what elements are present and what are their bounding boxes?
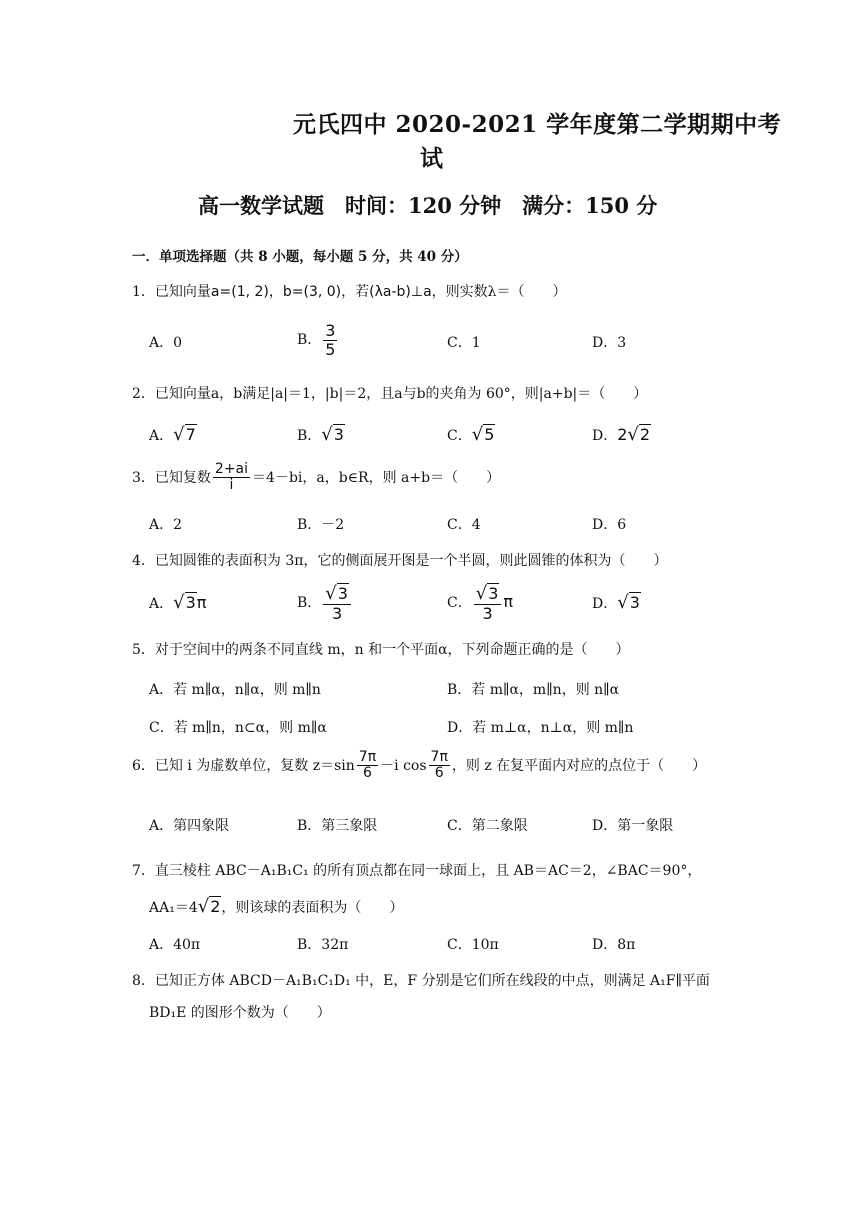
sqrt-symbol: √2 (197, 896, 221, 917)
exam-title-line2: 试 (420, 145, 444, 172)
q4-option-c-den: 3 (482, 603, 493, 623)
q4-option-b-radicand: 3 (337, 584, 348, 603)
q2-option-a (149, 424, 197, 445)
q4-option-d (592, 592, 641, 613)
q2-option-c-label: C． (447, 428, 472, 444)
q3-text-pre: 3．已知复数 (132, 469, 211, 486)
q1-condition: (λa-b)⊥a (369, 284, 432, 300)
q1-option-b-label: B． (297, 332, 322, 349)
q6-text-pre: 6．已知 i 为虚数单位，复数 z＝sin (132, 757, 355, 774)
q4-option-d-label: D． (592, 596, 618, 612)
q2-option-a-radicand: 7 (185, 425, 196, 444)
q1-text-pre: 1．已知向量 (132, 284, 211, 300)
q2-option-d-coef: 2 (617, 425, 628, 444)
q4-option-c-label: C． (447, 595, 472, 612)
q4-option-a-label: A． (149, 596, 174, 612)
q2-option-c-radicand: 5 (484, 425, 495, 444)
question-4: 4．已知圆锥的表面积为 3π，它的侧面展开图是一个半圆，则此圆锥的体积为（ ） (132, 553, 668, 569)
q4-option-b-den: 3 (332, 603, 343, 623)
q4-option-c-num: √3 (474, 584, 502, 605)
q3-option-b: B．－2 (297, 517, 345, 533)
q7-radicand: 2 (210, 897, 221, 916)
q1-option-b-den: 5 (325, 339, 336, 359)
question-8-line-1: 8．已知正方体 ABCD－A₁B₁C₁D₁ 中，E，F 分别是它们所在线段的中点，则满足 A₁F∥平面 (132, 973, 710, 989)
q3-text-post: ＝4－bi，a，b∈R，则 a+b＝（ ） (252, 469, 501, 486)
q5-option-d: D．若 m⊥α，n⊥α，则 m∥n (447, 720, 634, 736)
q2-option-d (592, 424, 651, 445)
q6-text-mid: －i cos (380, 757, 427, 774)
q6-option-b: B．第三象限 (297, 818, 378, 834)
sqrt-symbol: √3 (617, 592, 640, 613)
q2-option-b (297, 424, 345, 445)
q7-option-d: D．8π (592, 937, 636, 953)
question-7-line-1: 7．直三棱柱 ABC－A₁B₁C₁ 的所有顶点都在同一球面上，且 AB＝AC＝2，∠BAC＝90°， (132, 863, 702, 879)
q1-sep: ， (268, 284, 283, 300)
q6-fraction-1-den: 6 (363, 765, 372, 782)
q7-text-post: ，则该球的表面积为（ ） (221, 900, 404, 916)
q6-option-d: D．第一象限 (592, 818, 674, 834)
q1-option-c: C．1 (447, 335, 481, 351)
q6-fraction-2-den: 6 (434, 765, 444, 782)
q2-option-d-radicand: 2 (639, 425, 651, 444)
question-5: 5．对于空间中的两条不同直线 m，n 和一个平面α，下列命题正确的是（ ） (132, 642, 630, 658)
q1-vector-b: b=(3, 0) (282, 284, 342, 300)
q4-option-a-pi: π (196, 593, 207, 612)
q7-option-b: B．32π (297, 937, 349, 953)
sqrt-symbol: √5 (471, 424, 495, 445)
question-2 (132, 385, 647, 405)
q4-option-b (297, 584, 353, 622)
exam-title-line1: 元氏四中 2020-2021 学年度第二学期期中考 (293, 111, 782, 138)
question-7-line-2 (149, 894, 403, 919)
q7-option-a: A．40π (149, 937, 201, 953)
q5-option-b: B．若 m∥α，m∥n，则 n∥α (447, 682, 620, 698)
sqrt-symbol: √3 (173, 592, 196, 613)
q3-denominator: i (229, 477, 234, 494)
q1-text-post: ，则实数λ＝（ ） (431, 284, 567, 300)
q6-fraction-1-num: 7π (358, 749, 377, 765)
question-6 (132, 750, 706, 782)
q1-option-a: A．0 (149, 335, 183, 351)
question-1 (132, 283, 567, 303)
q2-text-main: a，b满足|a|＝1，|b|＝2，且a与b的夹角为 60°，则|a+b|＝（ ） (210, 386, 648, 402)
q3-option-c: C．4 (447, 517, 481, 533)
q2-option-c (447, 424, 495, 445)
q6-option-a: A．第四象限 (149, 818, 230, 834)
sqrt-symbol: √7 (173, 424, 196, 445)
section-heading: 一．单项选择题（共 8 小题，每小题 5 分，共 40 分） (132, 249, 468, 265)
q4-option-c-fraction (474, 584, 502, 622)
q4-option-d-radicand: 3 (629, 593, 640, 612)
q2-option-d-label: D． (592, 428, 618, 444)
exam-subtitle: 高一数学试题 时间：120 分钟 满分：150 分 (198, 193, 658, 218)
q4-option-a (149, 592, 206, 613)
q1-option-b (297, 322, 339, 358)
q2-option-b-label: B． (297, 428, 322, 444)
q2-text-pre: 2．已知向量 (132, 386, 211, 402)
q1-option-b-num: 3 (325, 321, 336, 340)
q1-text-mid: ，若 (341, 284, 370, 300)
q1-option-b-fraction (323, 322, 337, 358)
q6-text-post: ，则 z 在复平面内对应的点位于（ ） (451, 757, 707, 774)
q3-option-d: D．6 (592, 517, 627, 533)
q5-option-a: A．若 m∥α，n∥α，则 m∥n (149, 682, 321, 698)
q5-option-c: C．若 m∥n，n⊂α，则 m∥α (149, 720, 327, 736)
q7-text-pre: AA₁＝4 (149, 900, 198, 916)
q3-numerator: 2+ai (214, 461, 249, 477)
q3-fraction (213, 462, 250, 494)
question-3 (132, 462, 500, 494)
q4-option-b-num: √3 (323, 584, 351, 605)
q2-option-b-radicand: 3 (333, 425, 344, 444)
q1-option-d: D．3 (592, 335, 627, 351)
q6-fraction-2-num: 7π (430, 749, 448, 765)
sqrt-symbol: √2 (627, 424, 651, 445)
q4-option-c-radicand: 3 (488, 584, 499, 603)
q2-option-a-label: A． (149, 428, 174, 444)
q4-option-c (447, 584, 513, 622)
q4-option-b-fraction (323, 584, 351, 622)
q6-fraction-1 (357, 750, 378, 782)
sqrt-symbol: √3 (321, 424, 344, 445)
q4-option-a-radicand: 3 (185, 593, 196, 612)
q6-option-c: C．第二象限 (447, 818, 528, 834)
q7-option-c: C．10π (447, 937, 499, 953)
q3-option-a: A．2 (149, 517, 183, 533)
question-8-line-2: BD₁E 的图形个数为（ ） (149, 1005, 331, 1021)
q4-option-b-label: B． (297, 595, 322, 612)
q1-vector-a: a=(1, 2) (210, 284, 269, 300)
q6-fraction-2 (429, 750, 450, 782)
q4-option-c-pi: π (503, 592, 514, 612)
